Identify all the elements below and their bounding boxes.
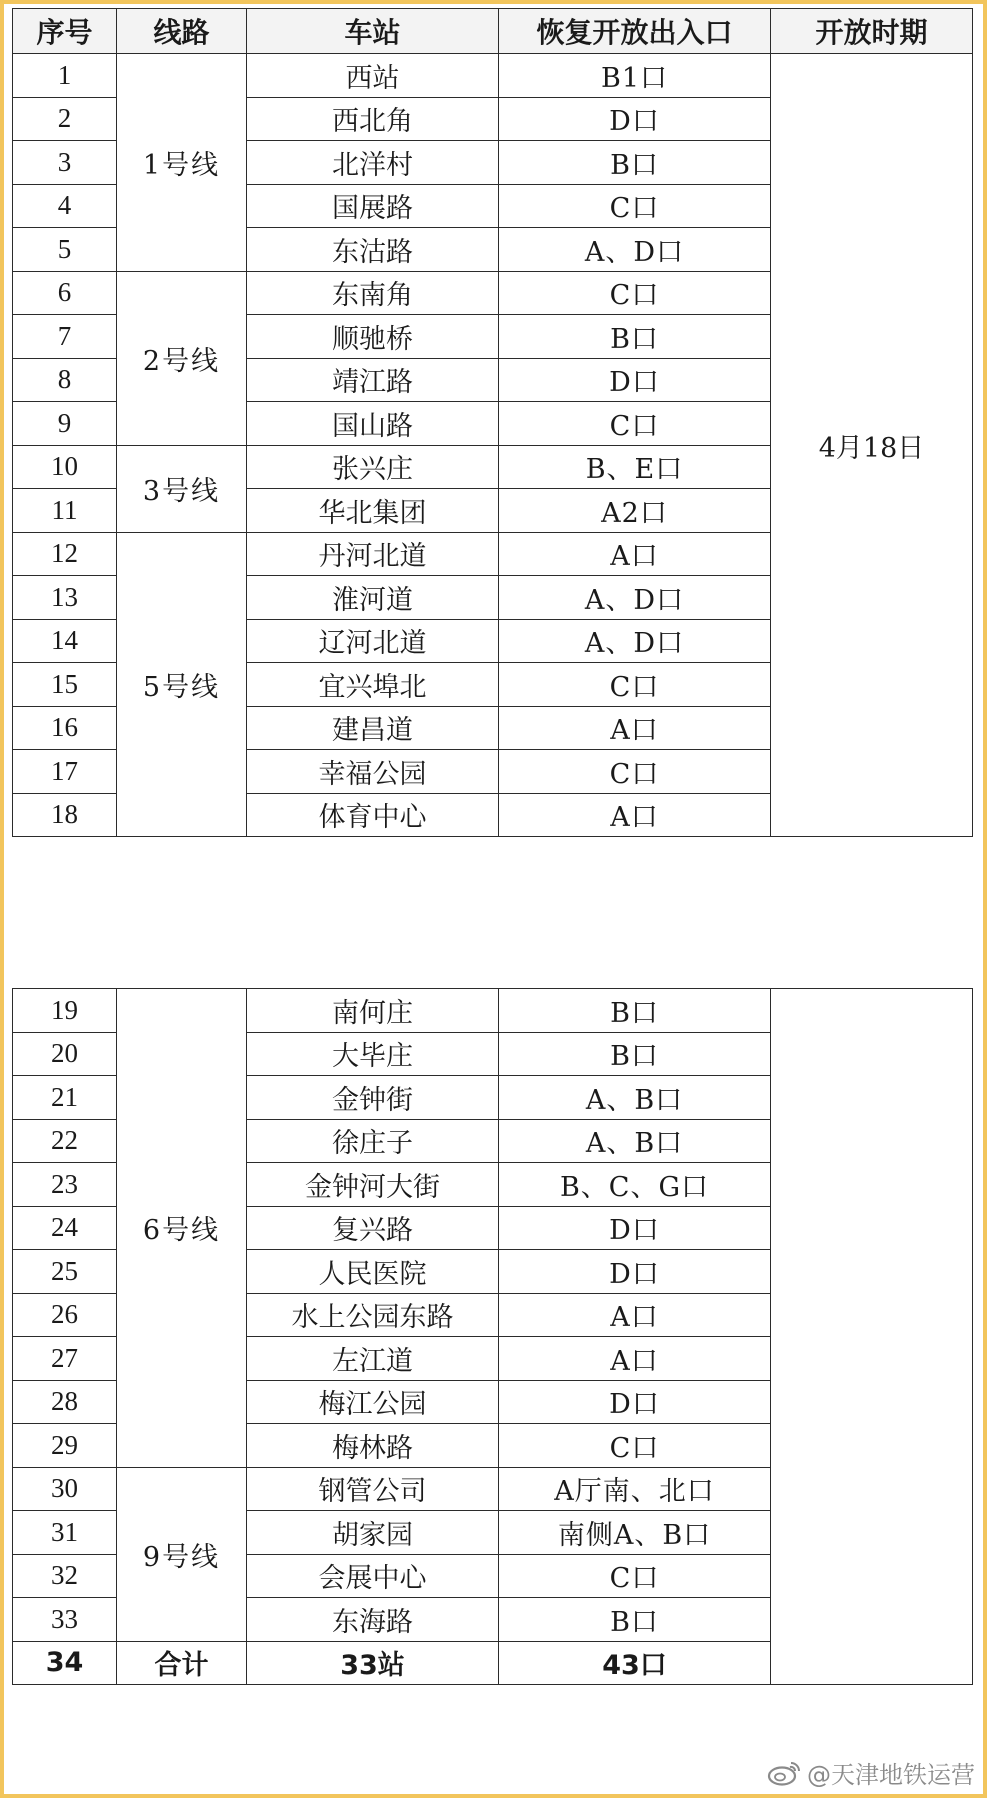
total-exits: 43口 — [499, 1641, 771, 1685]
weibo-watermark — [767, 1755, 975, 1790]
exit-list: A、D口 — [499, 228, 771, 272]
station-name: 国展路 — [247, 184, 499, 228]
row-number: 23 — [13, 1163, 117, 1207]
row-number: 16 — [13, 706, 117, 750]
station-name: 左江道 — [247, 1337, 499, 1381]
exit-list: A、B口 — [499, 1076, 771, 1120]
line-name: 6号线 — [117, 989, 247, 1468]
watermark-text: @天津地铁运营 — [807, 1761, 975, 1789]
exit-list: A、D口 — [499, 576, 771, 620]
exit-list: C口 — [499, 402, 771, 446]
row-number: 15 — [13, 663, 117, 707]
station-name: 宜兴埠北 — [247, 663, 499, 707]
exit-list: C口 — [499, 750, 771, 794]
station-name: 张兴庄 — [247, 445, 499, 489]
exit-list: D口 — [499, 1250, 771, 1294]
row-number: 28 — [13, 1380, 117, 1424]
line-name: 3号线 — [117, 445, 247, 532]
station-name: 东沽路 — [247, 228, 499, 272]
weibo-icon — [767, 1760, 801, 1786]
station-name: 华北集团 — [247, 489, 499, 533]
exit-list: D口 — [499, 97, 771, 141]
row-number: 11 — [13, 489, 117, 533]
station-name: 梅林路 — [247, 1424, 499, 1468]
exit-list: A口 — [499, 532, 771, 576]
station-name: 金钟街 — [247, 1076, 499, 1120]
exit-list: C口 — [499, 1554, 771, 1598]
row-number: 19 — [13, 989, 117, 1033]
line-name: 2号线 — [117, 271, 247, 445]
row-number: 25 — [13, 1250, 117, 1294]
exit-list: B1口 — [499, 54, 771, 98]
row-number: 8 — [13, 358, 117, 402]
exit-list: B口 — [499, 141, 771, 185]
station-name: 钢管公司 — [247, 1467, 499, 1511]
exit-list: D口 — [499, 1380, 771, 1424]
row-number: 3 — [13, 141, 117, 185]
station-name: 南何庄 — [247, 989, 499, 1033]
station-name: 复兴路 — [247, 1206, 499, 1250]
exits-table-bottom — [12, 988, 973, 1685]
row-number: 32 — [13, 1554, 117, 1598]
station-name: 幸福公园 — [247, 750, 499, 794]
station-name: 国山路 — [247, 402, 499, 446]
row-number: 12 — [13, 532, 117, 576]
table-row — [13, 989, 973, 1033]
row-number: 22 — [13, 1119, 117, 1163]
row-number: 9 — [13, 402, 117, 446]
exit-list: B口 — [499, 989, 771, 1033]
exit-list: C口 — [499, 1424, 771, 1468]
open-date-empty — [771, 989, 973, 1685]
row-number: 17 — [13, 750, 117, 794]
station-name: 顺驰桥 — [247, 315, 499, 359]
exit-list: C口 — [499, 663, 771, 707]
header-station: 车站 — [247, 9, 499, 54]
row-number: 20 — [13, 1032, 117, 1076]
exit-list: A、D口 — [499, 619, 771, 663]
exit-list: A口 — [499, 793, 771, 837]
station-name: 会展中心 — [247, 1554, 499, 1598]
exit-list: B、E口 — [499, 445, 771, 489]
station-name: 东南角 — [247, 271, 499, 315]
total-stations: 33站 — [247, 1641, 499, 1685]
exit-list: A口 — [499, 1293, 771, 1337]
exit-list: C口 — [499, 184, 771, 228]
total-number: 34 — [13, 1641, 117, 1685]
total-label: 合计 — [117, 1641, 247, 1685]
header-row — [13, 9, 973, 54]
exit-list: D口 — [499, 358, 771, 402]
header-line: 线路 — [117, 9, 247, 54]
station-name: 西北角 — [247, 97, 499, 141]
row-number: 7 — [13, 315, 117, 359]
header-no: 序号 — [13, 9, 117, 54]
exit-list: 南侧A、B口 — [499, 1511, 771, 1555]
station-name: 金钟河大街 — [247, 1163, 499, 1207]
exit-list: C口 — [499, 271, 771, 315]
header-exit: 恢复开放出入口 — [499, 9, 771, 54]
line-name: 5号线 — [117, 532, 247, 837]
station-name: 胡家园 — [247, 1511, 499, 1555]
exits-table-top — [12, 8, 973, 837]
row-number: 6 — [13, 271, 117, 315]
row-number: 30 — [13, 1467, 117, 1511]
row-number: 26 — [13, 1293, 117, 1337]
open-date: 4月18日 — [771, 54, 973, 837]
station-name: 北洋村 — [247, 141, 499, 185]
station-name: 西站 — [247, 54, 499, 98]
line-name: 9号线 — [117, 1467, 247, 1641]
exit-list: B口 — [499, 315, 771, 359]
row-number: 18 — [13, 793, 117, 837]
station-name: 大毕庄 — [247, 1032, 499, 1076]
station-name: 东海路 — [247, 1598, 499, 1642]
row-number: 27 — [13, 1337, 117, 1381]
exit-list: A口 — [499, 706, 771, 750]
row-number: 10 — [13, 445, 117, 489]
row-number: 29 — [13, 1424, 117, 1468]
exit-list: A2口 — [499, 489, 771, 533]
station-name: 建昌道 — [247, 706, 499, 750]
station-name: 辽河北道 — [247, 619, 499, 663]
station-name: 水上公园东路 — [247, 1293, 499, 1337]
row-number: 31 — [13, 1511, 117, 1555]
exit-list: D口 — [499, 1206, 771, 1250]
row-number: 24 — [13, 1206, 117, 1250]
row-number: 21 — [13, 1076, 117, 1120]
exit-list: B口 — [499, 1032, 771, 1076]
line-name: 1号线 — [117, 54, 247, 272]
exit-list: B、C、G口 — [499, 1163, 771, 1207]
row-number: 1 — [13, 54, 117, 98]
station-name: 人民医院 — [247, 1250, 499, 1294]
row-number: 5 — [13, 228, 117, 272]
station-name: 淮河道 — [247, 576, 499, 620]
station-name: 丹河北道 — [247, 532, 499, 576]
exit-list: B口 — [499, 1598, 771, 1642]
exit-list: A口 — [499, 1337, 771, 1381]
row-number: 2 — [13, 97, 117, 141]
station-name: 靖江路 — [247, 358, 499, 402]
station-name: 梅江公园 — [247, 1380, 499, 1424]
station-name: 徐庄子 — [247, 1119, 499, 1163]
header-date: 开放时期 — [771, 9, 973, 54]
row-number: 13 — [13, 576, 117, 620]
exit-list: A、B口 — [499, 1119, 771, 1163]
row-number: 14 — [13, 619, 117, 663]
table-row — [13, 54, 973, 98]
row-number: 33 — [13, 1598, 117, 1642]
station-name: 体育中心 — [247, 793, 499, 837]
row-number: 4 — [13, 184, 117, 228]
exit-list: A厅南、北口 — [499, 1467, 771, 1511]
